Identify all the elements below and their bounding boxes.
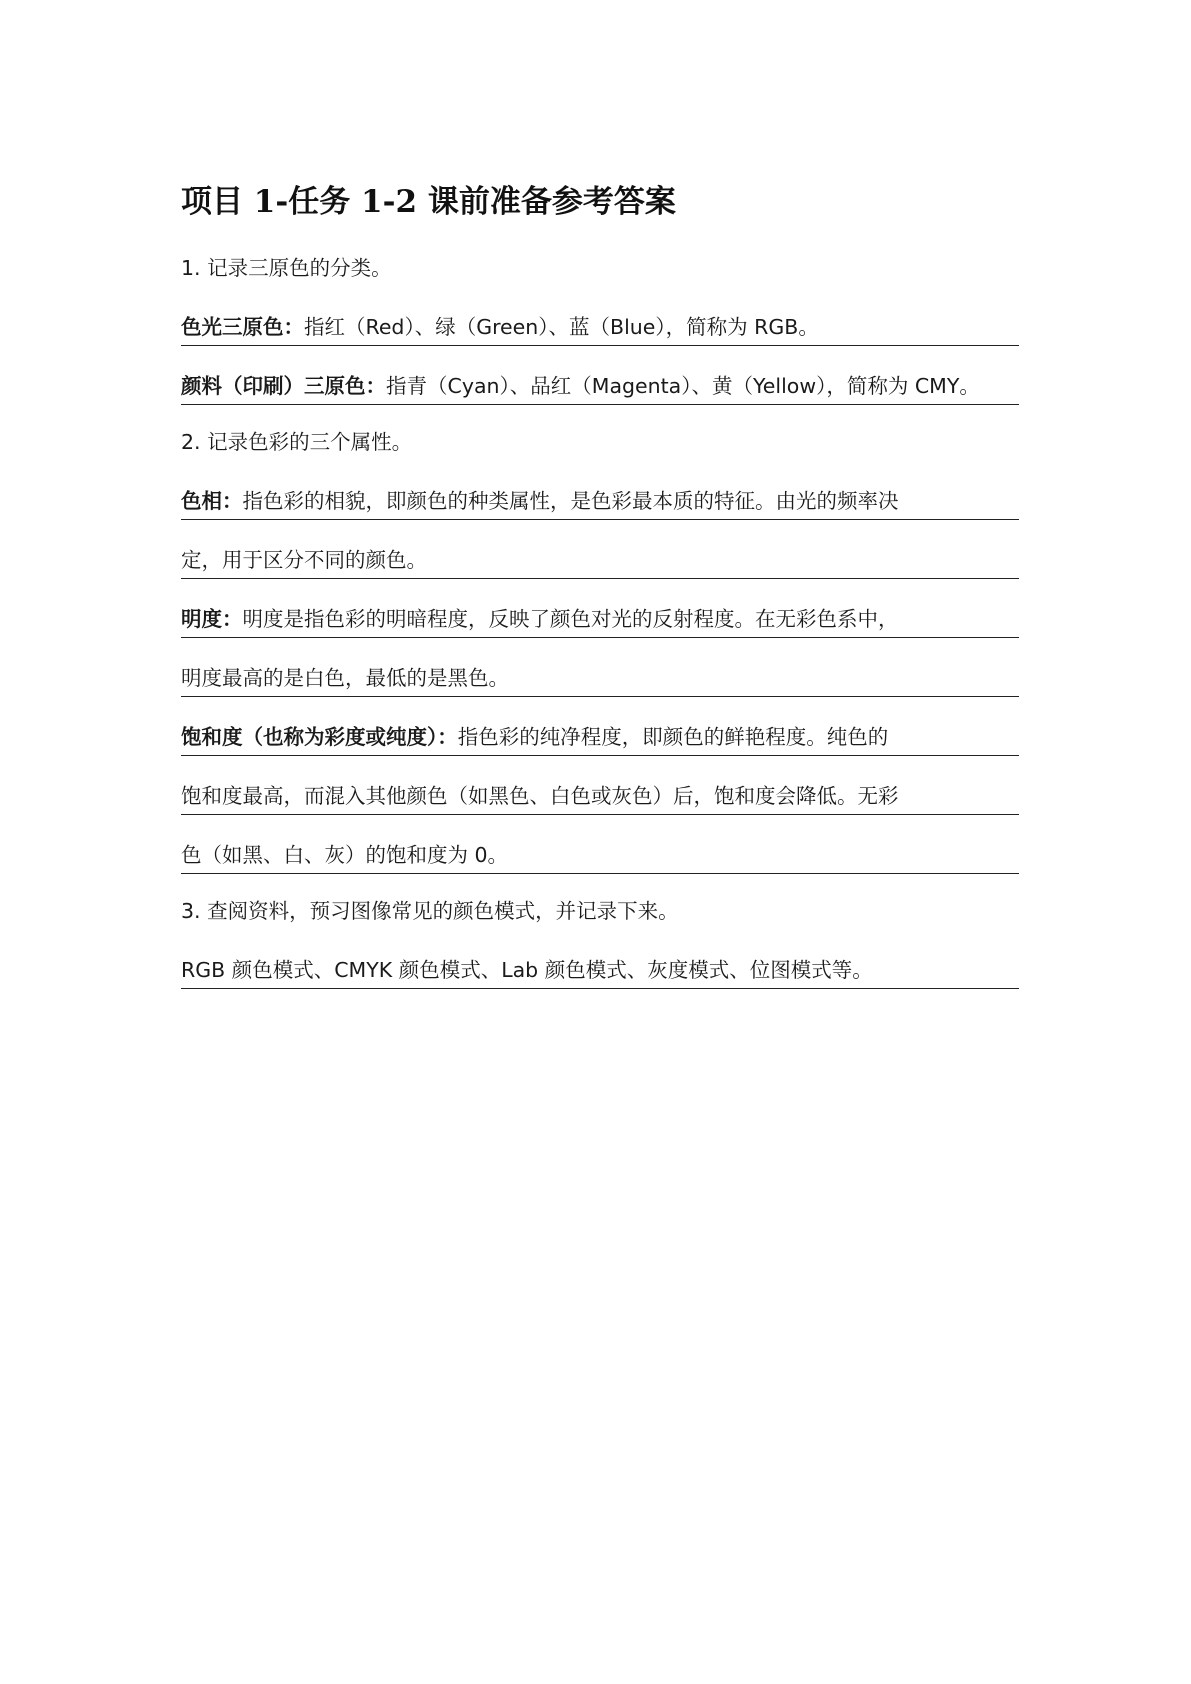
answer-text: 指色彩的相貌，即颜色的种类属性，是色彩最本质的特征。由光的频率决 [242,489,899,513]
answer-text: 指青（Cyan）、品红（Magenta）、黄（Yellow），简称为 CMY。 [386,374,980,398]
answer-saturation-line-1 [181,719,1019,756]
answer-color-modes: RGB 颜色模式、CMYK 颜色模式、Lab 颜色模式、灰度模式、位图模式等。 [181,952,1019,989]
answer-text: 指色彩的纯净程度，即颜色的鲜艳程度。纯色的 [457,725,889,749]
answer-label: 色光三原色： [181,315,304,339]
page-title: 项目 1-任务 1-2 课前准备参考答案 [181,184,676,220]
question-1: 1. 记录三原色的分类。 [181,256,392,280]
answer-label: 明度： [181,607,243,631]
answer-value-line-2: 明度最高的是白色，最低的是黑色。 [181,660,1019,697]
answer-saturation-line-3: 色（如黑、白、灰）的饱和度为 0。 [181,837,1019,874]
answer-text: 指红（Red）、绿（Green）、蓝（Blue），简称为 RGB。 [304,315,819,339]
answer-value-line-1 [181,601,1019,638]
answer-saturation-line-2: 饱和度最高，而混入其他颜色（如黑色、白色或灰色）后，饱和度会降低。无彩 [181,778,1019,815]
answer-hue-line-2: 定，用于区分不同的颜色。 [181,542,1019,579]
answer-label: 颜料（印刷）三原色： [181,374,386,398]
answer-label: 饱和度（也称为彩度或纯度）： [181,725,458,749]
question-2: 2. 记录色彩的三个属性。 [181,430,413,454]
question-3: 3. 查阅资料，预习图像常见的颜色模式，并记录下来。 [181,899,679,923]
answer-label: 色相： [181,489,243,513]
answer-text: 明度是指色彩的明暗程度，反映了颜色对光的反射程度。在无彩色系中， [242,607,899,631]
answer-cmy-primaries [181,368,1019,405]
answer-hue-line-1 [181,483,1019,520]
answer-rgb-primaries [181,309,1019,346]
